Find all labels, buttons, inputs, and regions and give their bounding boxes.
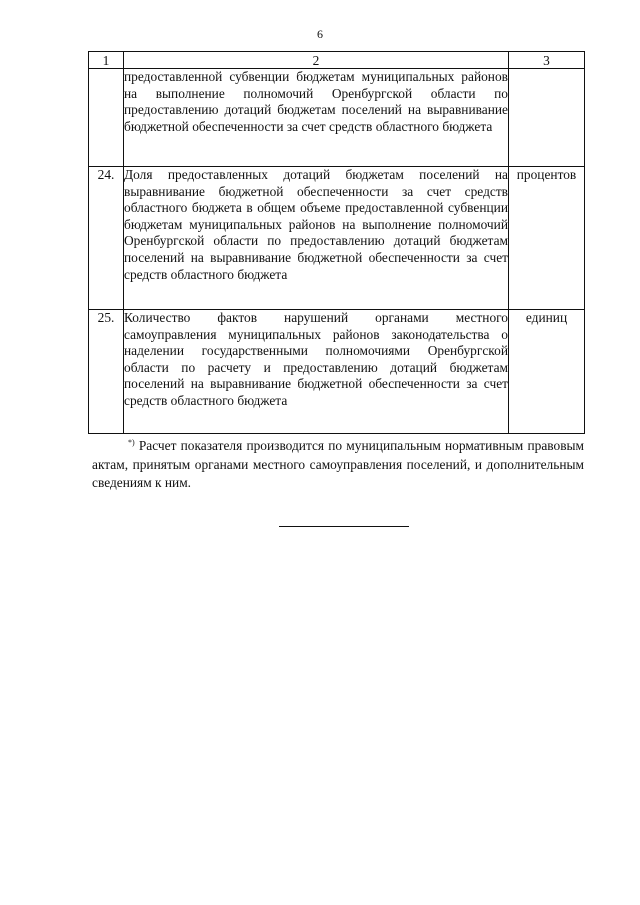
table-row (89, 69, 585, 167)
page-number: 6 (317, 27, 323, 41)
column-header-1: 1 (89, 52, 124, 69)
row-indicator-text: предоставленной субвенции бюджетам муниципальных районов на выполнение полномочий Оренбургской области по предоставлению дотаций бюджетам поселений на выравнивание бюджетной обеспеченности за счет средств областного бюджета (124, 69, 509, 167)
row-number: 25. (89, 310, 124, 434)
row-unit (509, 69, 585, 167)
footnote-marker: *) (128, 438, 135, 447)
table-header-row (89, 52, 585, 69)
closing-rule (279, 526, 409, 527)
indicators-table (88, 51, 585, 434)
column-header-2: 2 (124, 52, 509, 69)
footnote-text: Расчет показателя производится по муниципальным нормативным правовым актам, принятым органами местного самоуправления поселений, и дополнительным сведениям к ним. (92, 438, 584, 490)
row-unit: единиц (509, 310, 585, 434)
row-indicator-text: Доля предоставленных дотаций бюджетам поселений на выравнивание бюджетной обеспеченности за счет средств областного бюджета в общем объеме предоставленной субвенции бюджетам муниципальных районов на выполнение полномочий Оренбургской области по предоставлению дотаций бюджетам поселений на выравнивание бюджетной обеспеченности за счет средств областного бюджета (124, 167, 509, 310)
row-number: 24. (89, 167, 124, 310)
row-number (89, 69, 124, 167)
column-header-3: 3 (509, 52, 585, 69)
footnote (92, 437, 584, 493)
table-row (89, 167, 585, 310)
table-row (89, 310, 585, 434)
row-unit: процентов (509, 167, 585, 310)
row-indicator-text: Количество фактов нарушений органами местного самоуправления муниципальных районов законодательства о наделении государственными полномочиями Оренбургской области по расчету и предоставлению дотаций бюджетам поселений на выравнивание бюджетной обеспеченности за счет средств областного бюджета (124, 310, 509, 434)
